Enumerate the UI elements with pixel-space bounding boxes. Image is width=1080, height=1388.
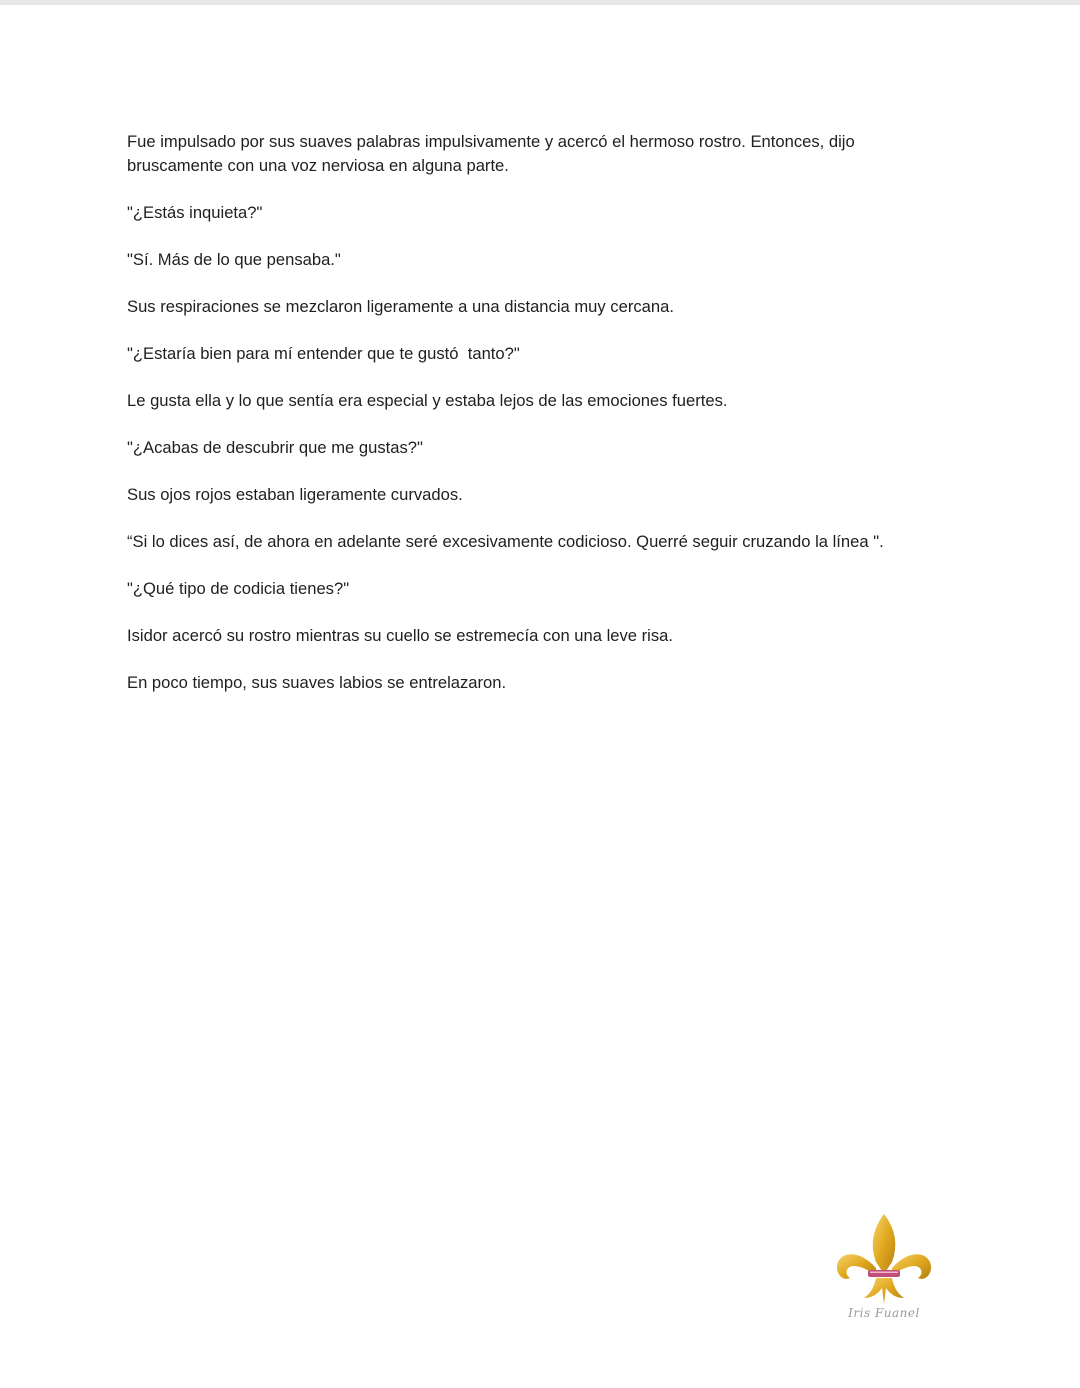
paragraph: "¿Estás inquieta?" [127,203,263,222]
paragraph: “Si lo dices así, de ahora en adelante seré excesivamente codicioso. Querré seguir cruzando la línea ". [127,532,884,551]
paragraph: "¿Qué tipo de codicia tienes?" [127,579,350,598]
paragraph: Isidor acercó su rostro mientras su cuello se estremecía con una leve risa. [127,626,673,645]
paragraph: Sus respiraciones se mezclaron ligeramente a una distancia muy cercana. [127,297,674,316]
paragraph: Fue impulsado por sus suaves palabras impulsivamente y acercó el hermoso rostro. Entonces, dijo bruscamente con una voz nerviosa en alguna parte. [127,132,860,175]
paragraph: "Sí. Más de lo que pensaba." [127,250,341,269]
paragraph: "¿Acabas de descubrir que me gustas?" [127,438,423,457]
top-border [0,0,1080,5]
paragraph: Sus ojos rojos estaban ligeramente curvados. [127,485,463,504]
paragraph: "¿Estaría bien para mí entender que te gustó tanto?" [127,344,520,363]
paragraph: En poco tiempo, sus suaves labios se entrelazaron. [127,673,507,692]
paragraph: Le gusta ella y lo que sentía era especial y estaba lejos de las emociones fuertes. [127,391,728,410]
signature: Iris Fuanel [848,1306,920,1320]
document-body [127,130,947,718]
